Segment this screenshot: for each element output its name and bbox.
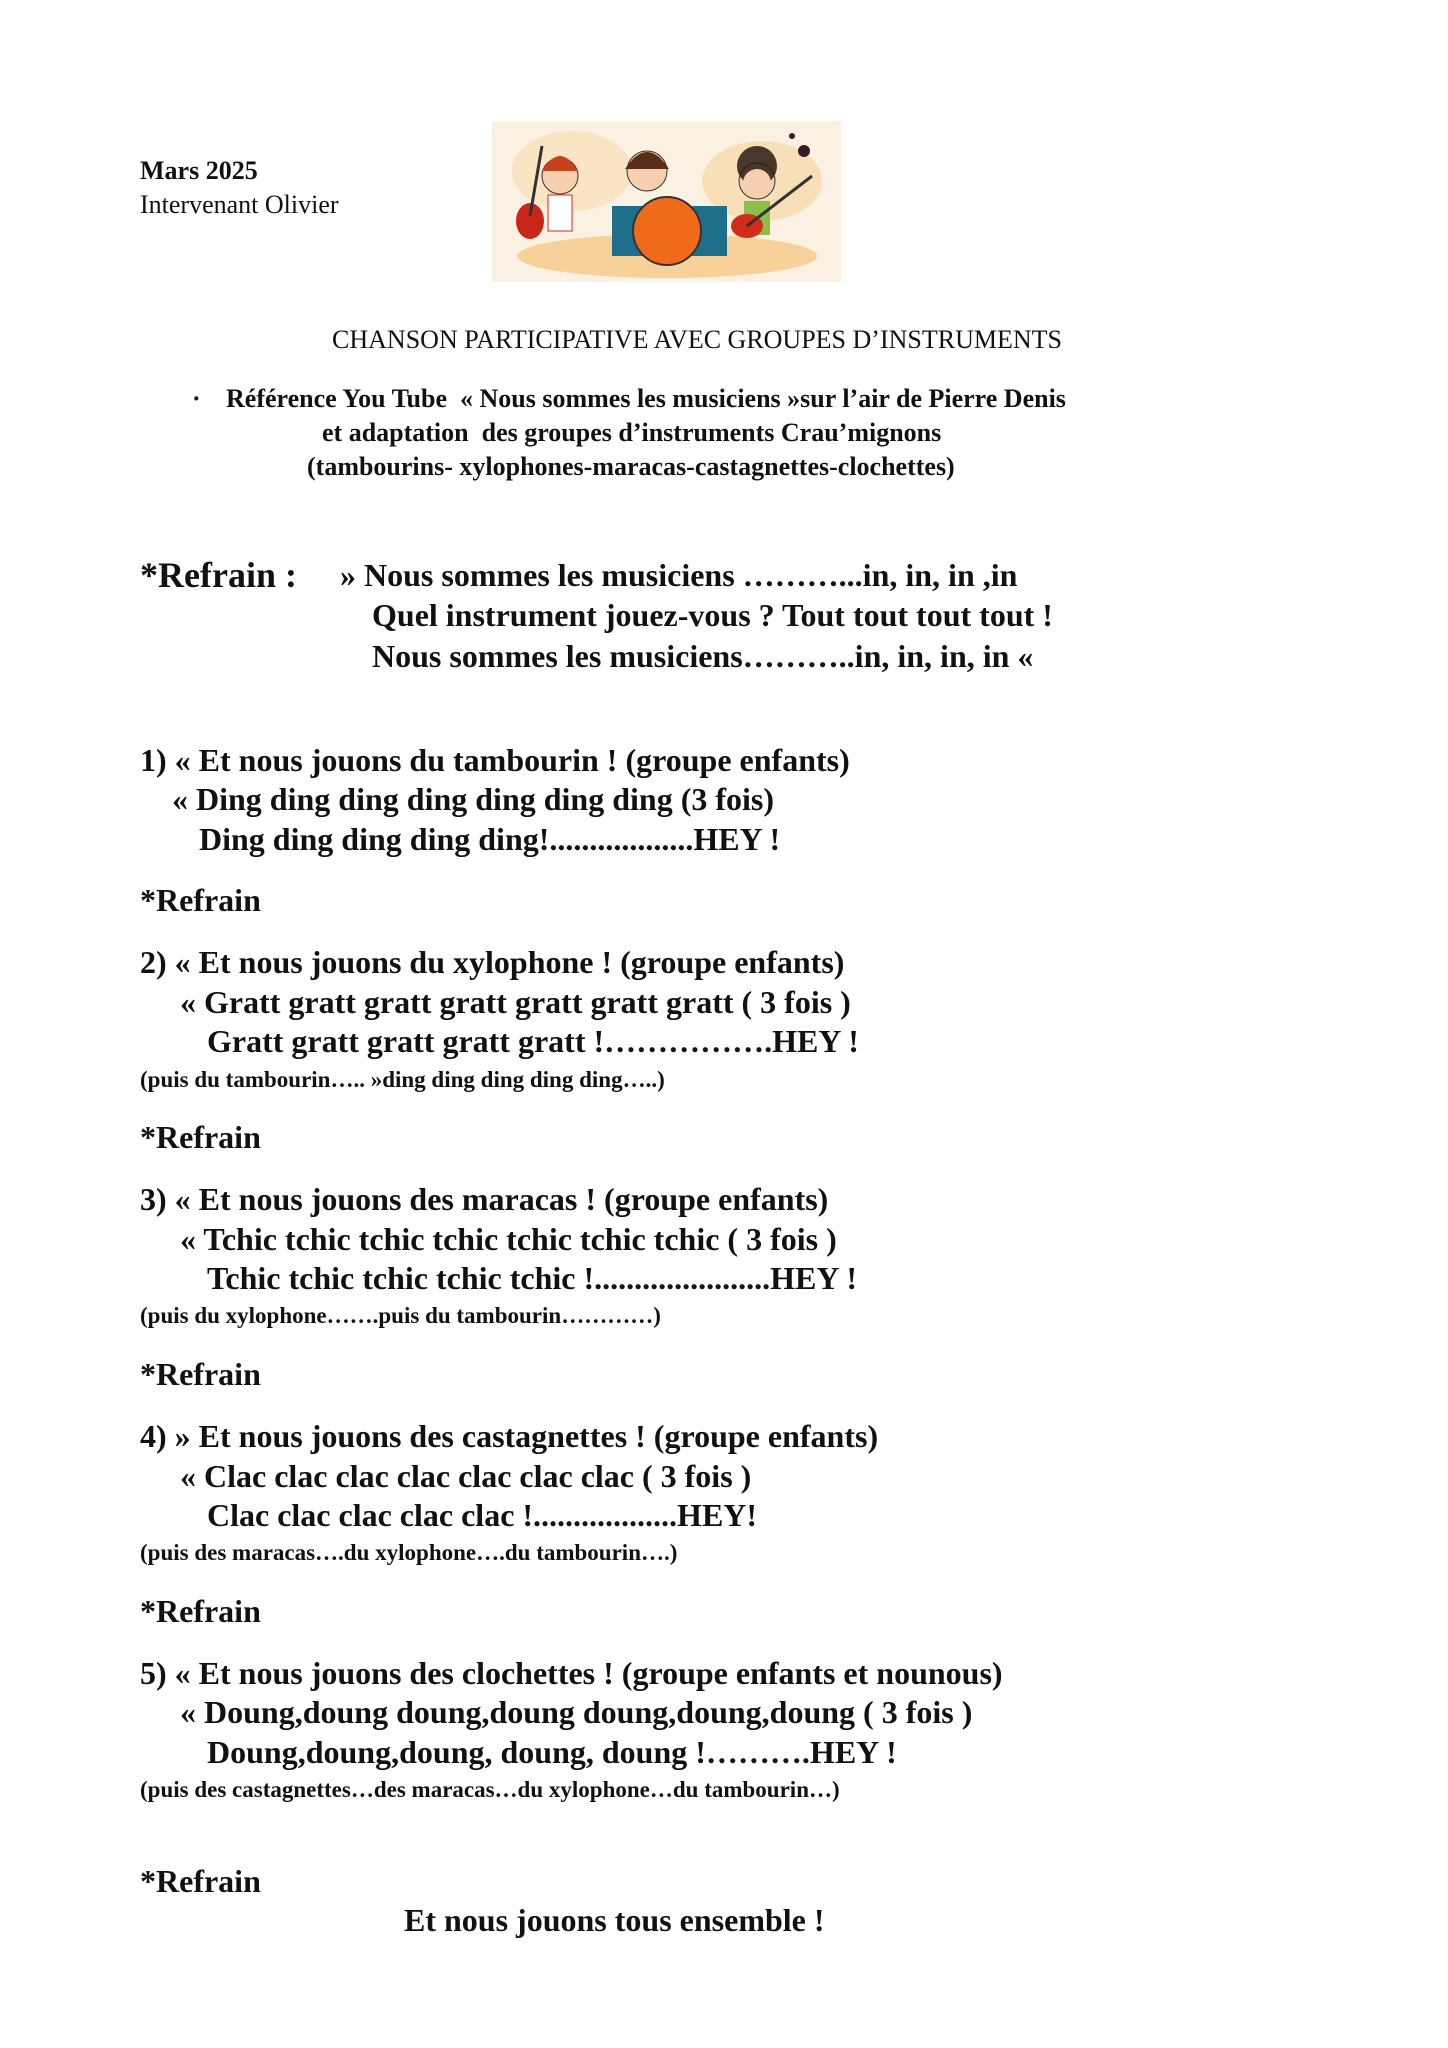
verse-3-line: 3) « Et nous jouons des maracas ! (groupe enfants): [140, 1181, 829, 1217]
verse-3-line: « Tchic tchic tchic tchic tchic tchic tchic ( 3 fois ): [180, 1221, 837, 1257]
verse-5-line: Doung,doung,doung, doung, doung !……….HEY !: [207, 1734, 897, 1770]
verse-5-line: « Doung,doung doung,doung doung,doung,doung ( 3 fois ): [180, 1694, 973, 1730]
refrain-marker: *Refrain: [140, 1356, 261, 1392]
refrain-line: » Nous sommes les musiciens ………...in, in, in ,in: [340, 557, 1018, 593]
verse-4-line: « Clac clac clac clac clac clac clac ( 3 fois ): [180, 1458, 752, 1494]
reference-line: Référence You Tube « Nous sommes les musiciens »sur l’air de Pierre Denis: [226, 384, 1066, 413]
verse-1-line: Ding ding ding ding ding!..................HEY !: [199, 821, 781, 857]
refrain-line: Quel instrument jouez-vous ? Tout tout tout tout !: [372, 597, 1053, 633]
children-band-illustration: [492, 121, 841, 282]
verse-4-line: Clac clac clac clac clac !..................HEY!: [207, 1497, 758, 1533]
verse-4-line: 4) » Et nous jouons des castagnettes ! (groupe enfants): [140, 1418, 879, 1454]
date: Mars 2025: [140, 156, 258, 185]
author: Intervenant Olivier: [140, 190, 339, 219]
reference-line: et adaptation des groupes d’instruments Crau’mignons: [322, 418, 942, 447]
reference-line: (tambourins- xylophones-maracas-castagnettes-clochettes): [307, 452, 955, 481]
refrain-line: Nous sommes les musiciens………..in, in, in, in «: [372, 638, 1034, 674]
verse-3-line: Tchic tchic tchic tchic tchic !......................HEY !: [207, 1260, 857, 1296]
bullet: ·: [192, 384, 201, 413]
verse-1-line: « Ding ding ding ding ding ding ding (3 fois): [172, 781, 775, 817]
verse-2-note: (puis du tambourin….. »ding ding ding ding ding…..): [140, 1067, 665, 1092]
refrain-marker: *Refrain: [140, 1593, 261, 1629]
verse-1-line: 1) « Et nous jouons du tambourin ! (groupe enfants): [140, 742, 850, 778]
refrain-marker: *Refrain: [140, 882, 261, 918]
refrain-label: *Refrain :: [140, 555, 297, 595]
verse-5-line: 5) « Et nous jouons des clochettes ! (groupe enfants et nounous): [140, 1655, 1003, 1691]
document-title: CHANSON PARTICIPATIVE AVEC GROUPES D’INSTRUMENTS: [332, 325, 1062, 354]
verse-2-line: Gratt gratt gratt gratt gratt !…………….HEY !: [207, 1023, 859, 1059]
refrain-marker: *Refrain: [140, 1863, 261, 1899]
verse-3-note: (puis du xylophone…….puis du tambourin…………): [140, 1303, 661, 1328]
verse-2-line: « Gratt gratt gratt gratt gratt gratt gratt ( 3 fois ): [180, 984, 851, 1020]
finale-line: Et nous jouons tous ensemble !: [404, 1902, 825, 1938]
verse-2-line: 2) « Et nous jouons du xylophone ! (groupe enfants): [140, 944, 845, 980]
verse-5-note: (puis des castagnettes…des maracas…du xylophone…du tambourin…): [140, 1777, 840, 1802]
verse-4-note: (puis des maracas….du xylophone….du tambourin….): [140, 1540, 678, 1565]
refrain-marker: *Refrain: [140, 1119, 261, 1155]
